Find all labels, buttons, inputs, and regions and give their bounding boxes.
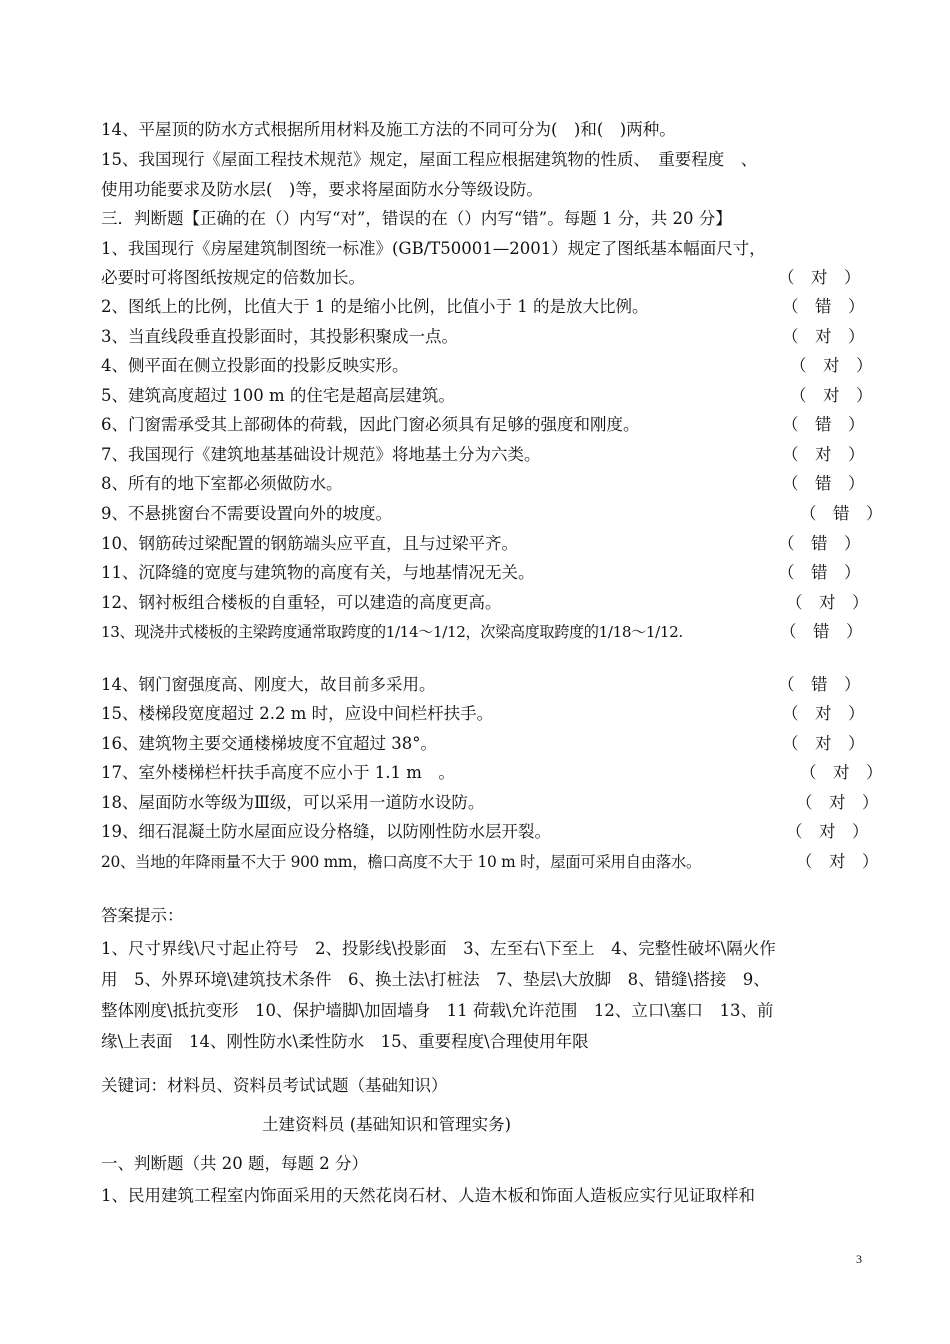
answer-hint-title: 答案提示： bbox=[101, 906, 184, 925]
question-answer: （ 对 ） bbox=[786, 822, 869, 841]
question-text: 13、现浇井式楼板的主梁跨度通常取跨度的1/14～1/12，次梁高度取跨度的1/18～1/12. bbox=[101, 623, 683, 641]
question-text: 8、所有的地下室都必须做防水。 bbox=[101, 474, 343, 493]
question-answer: （ 对 ） bbox=[782, 327, 865, 346]
question-answer: （ 对 ） bbox=[782, 445, 865, 464]
fill-question-15: 15、我国现行《屋面工程技术规范》规定，屋面工程应根据建筑物的性质、 重要程度 、 bbox=[101, 150, 758, 169]
question-text: 3、当直线段垂直投影面时，其投影积聚成一点。 bbox=[101, 327, 458, 346]
question-answer: （ 对 ） bbox=[778, 268, 861, 287]
question-text: 12、钢衬板组合楼板的自重轻，可以建造的高度更高。 bbox=[101, 593, 502, 612]
question-answer: （ 对 ） bbox=[790, 356, 873, 375]
question-answer: （ 错 ） bbox=[780, 622, 863, 641]
question-text: 7、我国现行《建筑地基基础设计规范》将地基土分为六类。 bbox=[101, 445, 541, 464]
answer-hint-line: 用 5、外界环境\建筑技术条件 6、换土法\打桩法 7、垫层\大放脚 8、错缝\搭接 9、 bbox=[101, 970, 770, 989]
question-answer: （ 错 ） bbox=[782, 415, 865, 434]
question-answer: （ 错 ） bbox=[782, 297, 865, 316]
next-document-title: 土建资料员 (基础知识和管理实务) bbox=[262, 1115, 512, 1134]
next-section-header: 一、判断题（共 20 题，每题 2 分） bbox=[101, 1154, 368, 1173]
question-answer: （ 对 ） bbox=[800, 763, 883, 782]
question-answer: （ 错 ） bbox=[778, 675, 861, 694]
question-text: 19、细石混凝土防水屋面应设分格缝，以防刚性防水层开裂。 bbox=[101, 822, 551, 841]
question-text: 17、室外楼梯栏杆扶手高度不应小于 1.1 m 。 bbox=[101, 763, 455, 782]
question-answer: （ 错 ） bbox=[778, 563, 861, 582]
question-text: 2、图纸上的比例，比值大于 1 的是缩小比例，比值小于 1 的是放大比例。 bbox=[101, 297, 649, 316]
answer-hint-line: 整体刚度\抵抗变形 10、保护墙脚\加固墙身 11 荷载\允许范围 12、立口\塞口 13、前 bbox=[101, 1001, 774, 1020]
question-text: 15、楼梯段宽度超过 2.2 m 时，应设中间栏杆扶手。 bbox=[101, 704, 494, 723]
question-text: 20、当地的年降雨量不大于 900 mm，檐口高度不大于 10 m 时，屋面可采用自由落水。 bbox=[101, 853, 702, 871]
question-answer: （ 对 ） bbox=[790, 386, 873, 405]
page-number: 3 bbox=[856, 1252, 862, 1266]
fill-question-15-cont: 使用功能要求及防水层( )等，要求将屋面防水分等级设防。 bbox=[101, 180, 543, 199]
question-answer: （ 错 ） bbox=[782, 474, 865, 493]
question-text: 4、侧平面在侧立投影面的投影反映实形。 bbox=[101, 356, 409, 375]
question-answer: （ 对 ） bbox=[796, 852, 879, 871]
question-text: 11、沉降缝的宽度与建筑物的高度有关，与地基情况无关。 bbox=[101, 563, 535, 582]
fill-question-14: 14、平屋顶的防水方式根据所用材料及施工方法的不同可分为( )和( )两种。 bbox=[101, 120, 676, 139]
question-text: 10、钢筋砖过梁配置的钢筋端头应平直，且与过梁平齐。 bbox=[101, 534, 518, 553]
question-text: 18、屋面防水等级为Ⅲ级，可以采用一道防水设防。 bbox=[101, 793, 485, 812]
question-answer: （ 对 ） bbox=[782, 704, 865, 723]
answer-hint-line: 缘\上表面 14、刚性防水\柔性防水 15、重要程度\合理使用年限 bbox=[101, 1032, 589, 1051]
section-3-header: 三．判断题【正确的在（）内写“对”，错误的在（）内写“错”。每题 1 分，共 20 分】 bbox=[101, 209, 732, 228]
question-answer: （ 对 ） bbox=[786, 593, 869, 612]
question-text: 9、不悬挑窗台不需要设置向外的坡度。 bbox=[101, 504, 392, 523]
question-answer: （ 对 ） bbox=[782, 734, 865, 753]
question-text: 6、门窗需承受其上部砌体的荷载，因此门窗必须具有足够的强度和刚度。 bbox=[101, 415, 640, 434]
question-answer: （ 错 ） bbox=[800, 504, 883, 523]
question-answer: （ 对 ） bbox=[796, 793, 879, 812]
question-text: 14、钢门窗强度高、刚度大，故目前多采用。 bbox=[101, 675, 436, 694]
next-question-1: 1、民用建筑工程室内饰面采用的天然花岗石材、人造木板和饰面人造板应实行见证取样和 bbox=[101, 1186, 755, 1205]
question-1-line1: 1、我国现行《房屋建筑制图统一标准》(GB/T50001—2001）规定了图纸基本幅面尺寸， bbox=[101, 239, 766, 258]
answer-hint-line: 1、尺寸界线\尺寸起止符号 2、投影线\投影面 3、左至右\下至上 4、完整性破坏\隔火作 bbox=[101, 939, 776, 958]
question-text: 16、建筑物主要交通楼梯坡度不宜超过 38°。 bbox=[101, 734, 437, 753]
question-text: 5、建筑高度超过 100 m 的住宅是超高层建筑。 bbox=[101, 386, 455, 405]
keywords-line: 关键词：材料员、资料员考试试题（基础知识） bbox=[101, 1076, 448, 1095]
question-text: 必要时可将图纸按规定的倍数加长。 bbox=[101, 268, 365, 287]
question-answer: （ 错 ） bbox=[778, 534, 861, 553]
